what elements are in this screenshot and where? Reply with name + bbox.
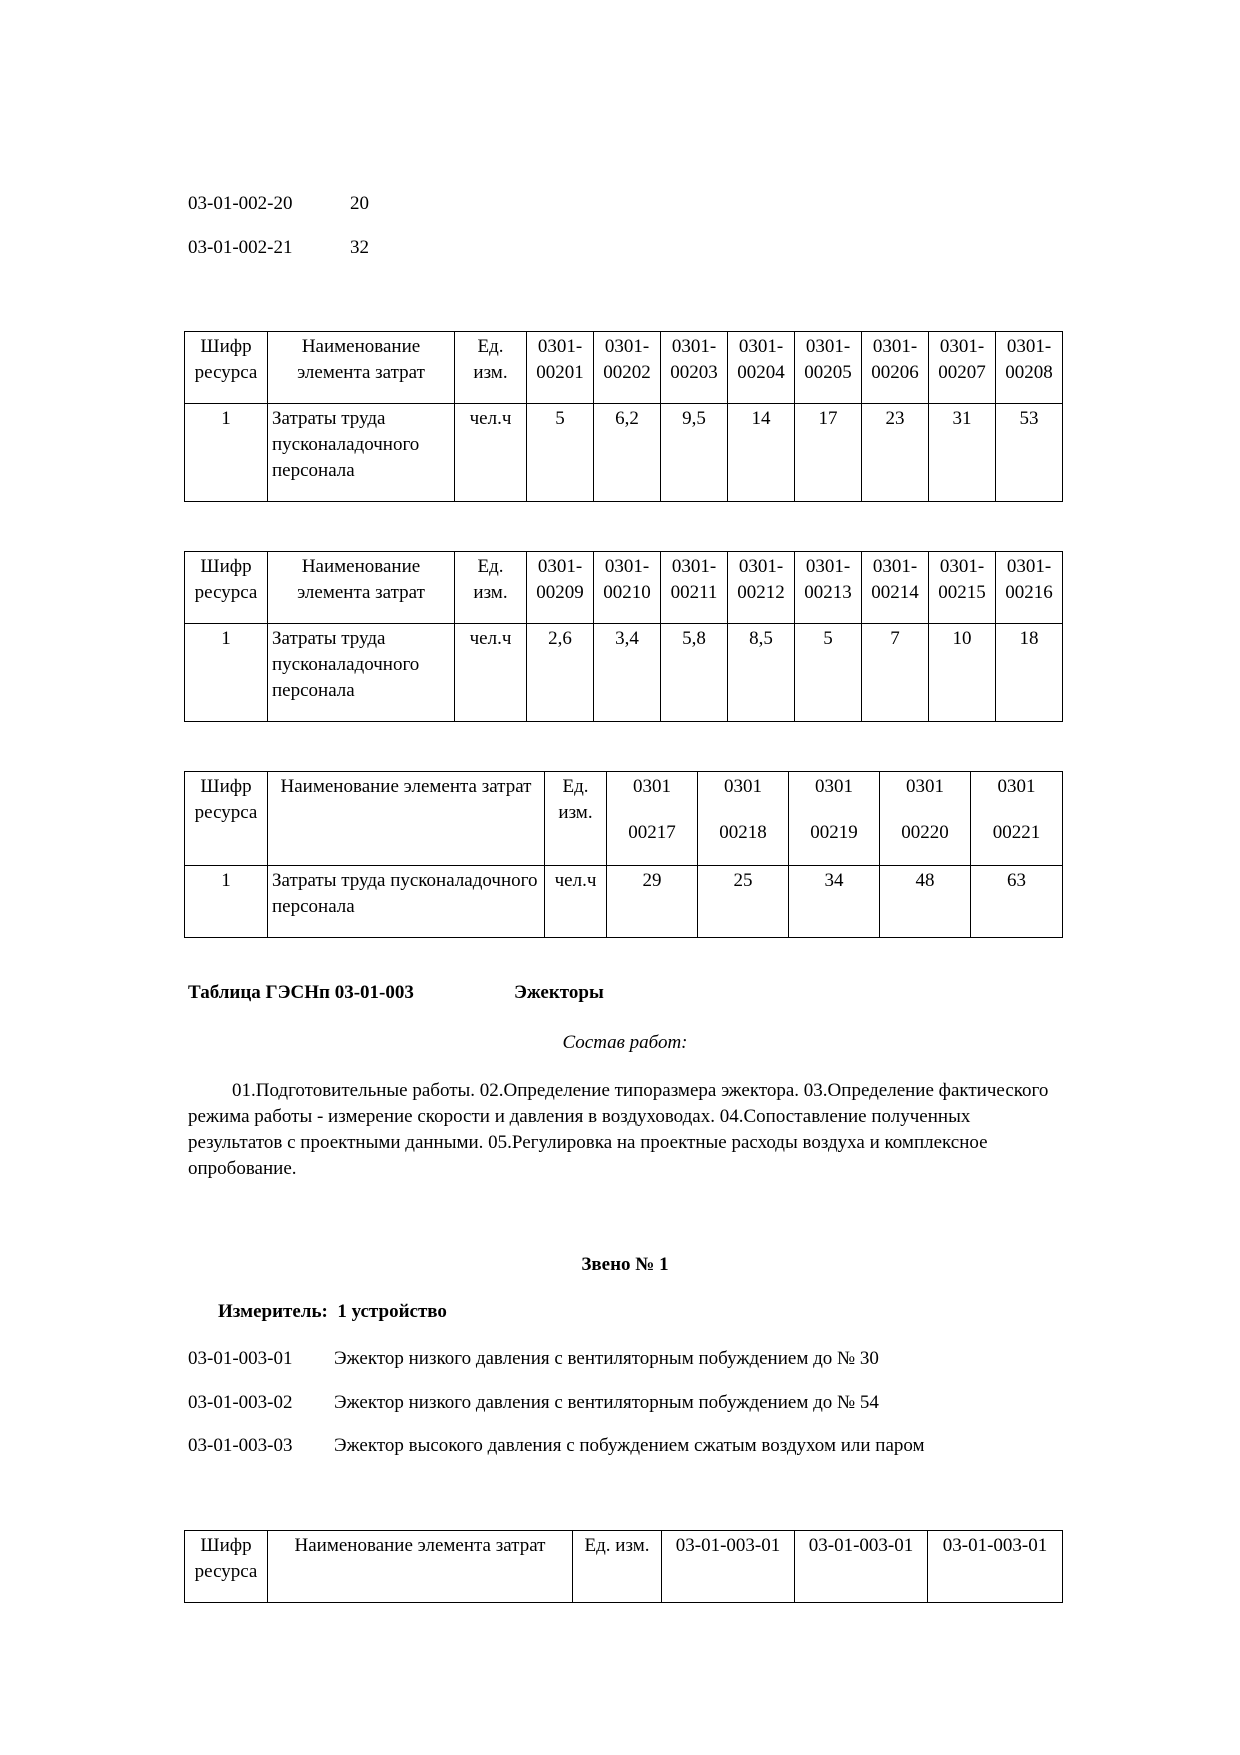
header-unit: Ед. изм. <box>455 552 527 624</box>
header-row <box>185 552 1063 624</box>
header-col: 0301-00214 <box>862 552 929 624</box>
table-row <box>185 404 1063 502</box>
code-value: 20 <box>350 193 369 214</box>
cell-unit: чел.ч <box>545 866 607 938</box>
header-col: 0301-00207 <box>929 332 996 404</box>
cell-value: 63 <box>971 866 1063 938</box>
header-col: 03-01-003-01 <box>795 1531 928 1603</box>
code-line <box>188 193 292 215</box>
header-col: 0301-00216 <box>996 552 1063 624</box>
cell-value: 18 <box>996 624 1063 722</box>
cell-value: 14 <box>728 404 795 502</box>
header-shifr: Шифр ресурса <box>185 332 268 404</box>
item-code: 03-01-003-02 <box>188 1392 293 1413</box>
header-col <box>971 772 1063 866</box>
header-name: Наименование элемента затрат <box>268 552 455 624</box>
item-text: Эжектор низкого давления с вентиляторным побуждением до № 30 <box>334 1348 879 1369</box>
header-col: 0301-00208 <box>996 332 1063 404</box>
header-col: 0301-00211 <box>661 552 728 624</box>
header-col: 03-01-003-01 <box>662 1531 795 1603</box>
cell-value: 2,6 <box>527 624 594 722</box>
header-unit: Ед. изм. <box>545 772 607 866</box>
header-col: 0301-00204 <box>728 332 795 404</box>
header-col-top: 0301 <box>724 776 762 797</box>
table-row <box>185 866 1063 938</box>
cell-value: 9,5 <box>661 404 728 502</box>
header-col: 0301-00212 <box>728 552 795 624</box>
header-name: Наименование элемента затрат <box>268 772 545 866</box>
header-unit: Ед. изм. <box>573 1531 662 1603</box>
header-col-bottom: 00217 <box>628 822 676 843</box>
header-unit: Ед. изм. <box>455 332 527 404</box>
header-col <box>880 772 971 866</box>
header-col: 0301-00213 <box>795 552 862 624</box>
cell-value: 8,5 <box>728 624 795 722</box>
cell-value: 17 <box>795 404 862 502</box>
header-col: 0301-00202 <box>594 332 661 404</box>
cell-value: 23 <box>862 404 929 502</box>
header-col: 03-01-003-01 <box>928 1531 1063 1603</box>
header-col: 0301-00205 <box>795 332 862 404</box>
header-col: 0301-00203 <box>661 332 728 404</box>
cell-value: 29 <box>607 866 698 938</box>
cell-name: Затраты труда пусконаладочного персонала <box>268 404 455 502</box>
header-col: 0301-00210 <box>594 552 661 624</box>
table-label: Таблица ГЭСНп 03-01-003 <box>188 982 414 1003</box>
cell-value: 34 <box>789 866 880 938</box>
code-value: 32 <box>350 237 369 258</box>
item-text: Эжектор низкого давления с вентиляторным побуждением до № 54 <box>334 1392 879 1413</box>
cell-value: 5 <box>527 404 594 502</box>
table-row <box>185 624 1063 722</box>
item-text: Эжектор высокого давления с побуждением сжатым воздухом или паром <box>334 1435 925 1456</box>
header-col: 0301-00209 <box>527 552 594 624</box>
norm-table-1 <box>184 331 1063 502</box>
cell-shifr: 1 <box>185 624 268 722</box>
cell-value: 10 <box>929 624 996 722</box>
header-col: 0301-00215 <box>929 552 996 624</box>
header-row <box>185 332 1063 404</box>
code-line <box>188 237 292 259</box>
header-col <box>607 772 698 866</box>
header-col: 0301-00201 <box>527 332 594 404</box>
table-title: Эжекторы <box>514 982 604 1003</box>
header-col-top: 0301 <box>815 776 853 797</box>
header-shifr: Шифр ресурса <box>185 1531 268 1603</box>
cell-value: 6,2 <box>594 404 661 502</box>
norm-table-4 <box>184 1530 1063 1603</box>
cell-value: 3,4 <box>594 624 661 722</box>
header-col: 0301-00206 <box>862 332 929 404</box>
cell-value: 7 <box>862 624 929 722</box>
zveno-heading: Звено № 1 <box>581 1254 669 1275</box>
header-col <box>789 772 880 866</box>
cell-name: Затраты труда пусконаладочного персонала <box>268 624 455 722</box>
item-code: 03-01-003-03 <box>188 1435 293 1456</box>
header-col-top: 0301 <box>906 776 944 797</box>
header-col-bottom: 00220 <box>901 822 949 843</box>
cell-value: 53 <box>996 404 1063 502</box>
header-row <box>185 772 1063 866</box>
cell-value: 5,8 <box>661 624 728 722</box>
cell-value: 5 <box>795 624 862 722</box>
header-col <box>698 772 789 866</box>
meter-line: Измеритель: 1 устройство <box>218 1301 447 1322</box>
code: 03-01-002-21 <box>188 237 293 258</box>
header-col-bottom: 00218 <box>719 822 767 843</box>
header-shifr: Шифр ресурса <box>185 772 268 866</box>
code: 03-01-002-20 <box>188 193 293 214</box>
cell-shifr: 1 <box>185 866 268 938</box>
header-name: Наименование элемента затрат <box>268 332 455 404</box>
cell-value: 48 <box>880 866 971 938</box>
cell-shifr: 1 <box>185 404 268 502</box>
item-code: 03-01-003-01 <box>188 1348 293 1369</box>
cell-value: 31 <box>929 404 996 502</box>
cell-unit: чел.ч <box>455 624 527 722</box>
header-row <box>185 1531 1063 1603</box>
header-shifr: Шифр ресурса <box>185 552 268 624</box>
works-heading: Состав работ: <box>562 1032 688 1053</box>
header-col-bottom: 00219 <box>810 822 858 843</box>
cell-unit: чел.ч <box>455 404 527 502</box>
header-col-top: 0301 <box>633 776 671 797</box>
norm-table-3 <box>184 771 1063 938</box>
works-text: 01.Подготовительные работы. 02.Определение типоразмера эжектора. 03.Определение фактического режима работы - измерение скорости и давления в воздуховодах. 04.Сопоставление полученных результатов с проектными данными. 05.Регулировка на проектные расходы воздуха и комплексное опробование. <box>188 1080 1049 1179</box>
header-col-bottom: 00221 <box>992 822 1041 843</box>
header-col-top: 0301 <box>997 776 1036 797</box>
norm-table-2 <box>184 551 1063 722</box>
cell-value: 25 <box>698 866 789 938</box>
header-name: Наименование элемента затрат <box>268 1531 573 1603</box>
cell-name: Затраты труда пусконаладочного персонала <box>268 866 545 938</box>
